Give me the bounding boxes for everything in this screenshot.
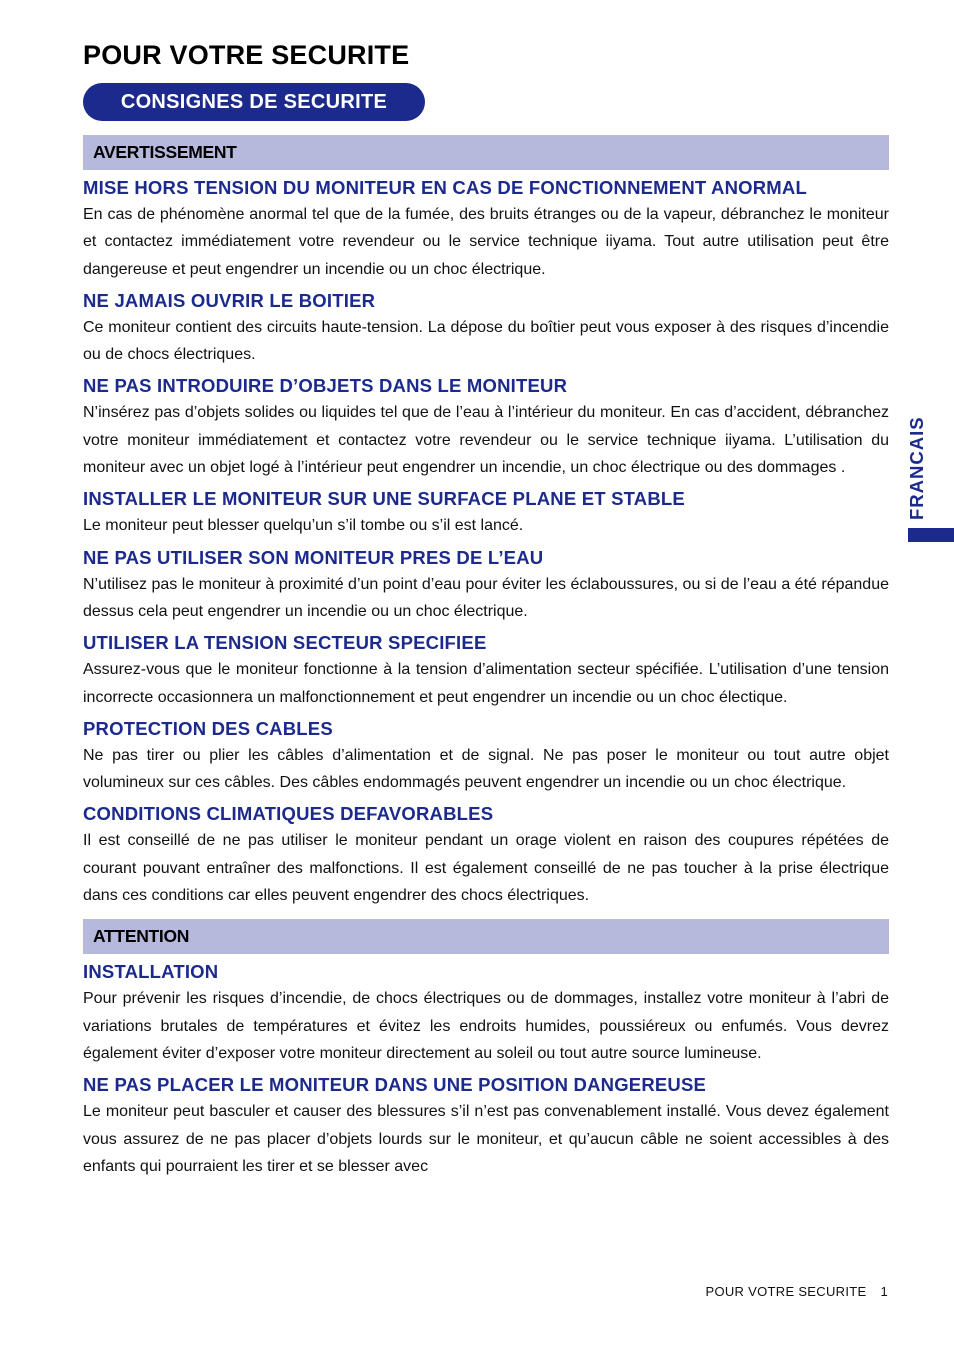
attention-item <box>83 1067 889 1180</box>
attention-item-title: NE PAS PLACER LE MONITEUR DANS UNE POSITION DANGEREUSE <box>83 1074 707 1096</box>
warning-item <box>83 540 889 626</box>
warning-item-title: CONDITIONS CLIMATIQUES DEFAVORABLES <box>83 803 494 825</box>
warning-item <box>83 481 889 539</box>
warning-item-text: N’insérez pas d’objets solides ou liquides tel que de l’eau à l’intérieur du moniteur. En cas d’accident, débranchez votre moniteur immédiatement et contactez votre revendeur ou le service technique iiyama. L’utilisation du moniteur avec un objet logé à l’intérieur peut engendrer un incendie, un choc électrique ou des dommages . <box>83 404 889 477</box>
warning-item-title: UTILISER LA TENSION SECTEUR SPECIFIEE <box>83 632 487 654</box>
page-number: 1 <box>880 1284 888 1299</box>
attention-item-text: Pour prévenir les risques d’incendie, de chocs électriques ou de dommages, installez votre moniteur à l’abri de variations brutales de températures et évitez les endroits humides, poussiéreux ou enfumés. Vous devrez également éviter d’exposer votre moniteur directement au soleil ou tout autre source lumineuse. <box>83 990 889 1062</box>
safety-content <box>83 135 889 1180</box>
footer-label: POUR VOTRE SECURITE <box>705 1284 867 1299</box>
language-tab-marker <box>908 528 954 542</box>
warning-item-text: Ne pas tirer ou plier les câbles d’alimentation et de signal. Ne pas poser le moniteur ou tout autre objet volumineux sur ces câbles. Des câbles endommagés peuvent engendrer un incendie ou un choc électrique. <box>83 746 889 792</box>
page-title: POUR VOTRE SECURITE <box>83 40 410 70</box>
language-tab-label: FRANCAIS <box>906 416 927 520</box>
attention-item-text: Le moniteur peut basculer et causer des blessures s’il n’est pas convenablement installé. Vous devez également vous assurez de ne pas placer d’objets lourds sur le moniteur, et qu’aucun câble ne soient accessibles à des enfants qui pourraient les tirer et se blesser avec <box>83 1103 889 1175</box>
warning-item-text: Assurez-vous que le moniteur fonctionne à la tension d’alimentation secteur spécifiée. L’utilisation d’une tension incorrecte occasionnera un malfonctionnement et peut engendrer un incendie ou un choc électique. <box>83 661 889 706</box>
warning-item <box>83 625 889 711</box>
warning-item-title: MISE HORS TENSION DU MONITEUR EN CAS DE FONCTIONNEMENT ANORMAL <box>83 177 807 198</box>
warning-item-title: NE PAS INTRODUIRE D’OBJETS DANS LE MONITEUR <box>83 375 568 397</box>
warning-item-text: N’utilisez pas le moniteur à proximité d’un point d’eau pour éviter les éclaboussures, ou si de l’eau a été répandue dessus cela peut engendrer un incendie ou un choc électrique. <box>83 575 889 620</box>
warning-item-text: Ce moniteur contient des circuits haute-tension. La dépose du boîtier peut vous exposer à des risques d’incendie ou de chocs électriques. <box>83 318 889 364</box>
warning-item-text: En cas de phénomène anormal tel que de la fumée, des bruits étranges ou de la vapeur, débranchez le moniteur et contactez immédiatement votre revendeur ou le service technique iiyama. Tout autre utilisation peut être dangereuse et peut engendrer un incendie ou un choc électrique. <box>83 206 889 278</box>
warning-item-title: PROTECTION DES CABLES <box>83 717 333 739</box>
warning-heading: AVERTISSEMENT <box>83 135 889 170</box>
section-badge: CONSIGNES DE SECURITE <box>83 83 425 121</box>
warning-item <box>83 796 889 909</box>
attention-heading: ATTENTION <box>83 919 889 954</box>
attention-item <box>83 954 889 1067</box>
warning-item-title: NE PAS UTILISER SON MONITEUR PRES DE L’EAU <box>83 546 544 568</box>
attention-item-title: INSTALLATION <box>83 961 219 983</box>
warning-item-text: Il est conseillé de ne pas utiliser le moniteur pendant un orage violent en raison des coupures répétées de courant pouvant entraîner des malfonctions. Il est également conseillé de ne pas toucher à la prise électrique dans ces conditions car elles peuvent engendrer des chocs électriques. <box>83 832 889 905</box>
warning-item-title: INSTALLER LE MONITEUR SUR UNE SURFACE PLANE ET STABLE <box>83 488 685 510</box>
page-footer <box>705 1284 888 1299</box>
warning-item-text: Le moniteur peut blesser quelqu’un s’il tombe ou s’il est lancé. <box>83 517 524 535</box>
warning-item <box>83 170 889 283</box>
warning-item <box>83 283 889 369</box>
warning-item <box>83 711 889 797</box>
warning-item <box>83 368 889 481</box>
warning-item-title: NE JAMAIS OUVRIR LE BOITIER <box>83 289 376 311</box>
